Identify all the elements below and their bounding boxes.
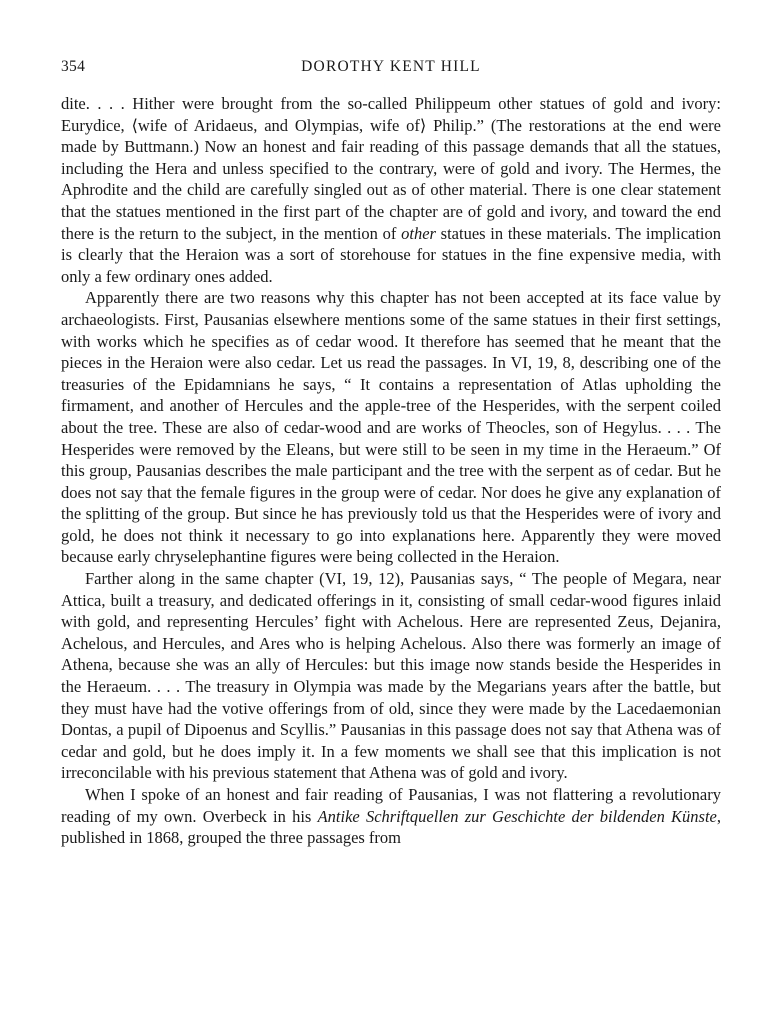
running-head — [61, 58, 721, 84]
italic-text: other — [401, 223, 436, 243]
paragraph — [61, 93, 721, 287]
text-run: dite. . . . Hither were brought from the so-called Philippeum other statues of gold and ivory: Eurydice, ⟨wife of Aridaeus, and Olympias, wife of⟩ Philip.” (The restorations at the end were made by Buttmann.) Now an honest and fair reading of this passage demands that all the statues, including the Hera and unless specified to the contrary, were of gold and ivory. The Hermes, the Aphrodite and the child are carefully singled out as of other material. There is one clear statement that the statues mentioned in the first part of the chapter are of gold and ivory, and toward the end there is the return to the subject, in the mention of — [61, 94, 721, 243]
text-run: Farther along in the same chapter (VI, 19, 12), Pausanias says, “ The people of Megara, near Attica, built a treasury, and dedicated offerings in it, consisting of small cedar-wood figures inlaid with gold, and representing Hercules’ fight with Achelous. Here are represented Zeus, Dejanira, Achelous, and Hercules, and Ares who is helping Achelous. Also there was formerly an image of Athena, because she was an ally of Hercules: but this image now stands beside the Hesperides in the Heraeum. . . . The treasury in Olympia was made by the Megarians years after the battle, but they must have had the votive offerings from of old, since they were made by the Lacedaemonian Dontas, a pupil of Dipoenus and Scyllis.” Pausanias in this passage does not say that Athena was of cedar and gold, but he does imply it. In a few moments we shall see that this implication is not irreconcilable with his previous statement that Athena was of gold and ivory. — [61, 569, 721, 783]
running-title: DOROTHY KENT HILL — [301, 58, 481, 75]
text-run: When I spoke of an honest and fair reading of Pausanias, I was not flattering a revolutionary reading of my own. Overbeck in his — [61, 785, 721, 826]
page-number: 354 — [61, 58, 86, 75]
paragraph — [61, 568, 721, 784]
page — [61, 58, 721, 849]
article-body — [61, 93, 721, 849]
text-run: Apparently there are two reasons why this chapter has not been accepted at its face value by archaeologists. First, Pausanias elsewhere mentions some of the same statues in their first settings, with works which he specifies as of cedar wood. It therefore has seemed that he meant that the pieces in the Heraion were also cedar. Let us read the passages. In VI, 19, 8, describing one of the treasuries of the Epidamnians he says, “ It contains a representation of Atlas upholding the firmament, and another of Hercules and the apple-tree of the Hesperides, with the serpent coiled about the tree. These are also of cedar-wood and are works of Theocles, son of Hegylus. . . . The Hesperides were removed by the Eleans, but were still to be seen in my time in the Heraeum.” Of this group, Pausanias describes the male participant and the tree with the serpent as of cedar. But he does not say that the female figures in the group were of cedar. Nor does he give any explanation of the splitting of the group. But since he has previously told us that the Hesperides were of ivory and gold, he does not think it necessary to go into explanations here. Apparently they were moved because early chryselephantine figures were being collected in the Heraion. — [61, 288, 721, 567]
italic-text: Antike Schriftquellen zur Geschichte der bildenden Künste — [317, 806, 717, 826]
paragraph — [61, 287, 721, 568]
text-run: , published in 1868, grouped the three passages from — [61, 806, 721, 848]
text-run: statues in these materials. The implication is clearly that the Heraion was a sort of storehouse for statues in the fine expensive media, with only a few ordinary ones added. — [61, 223, 722, 286]
paragraph — [61, 784, 721, 849]
